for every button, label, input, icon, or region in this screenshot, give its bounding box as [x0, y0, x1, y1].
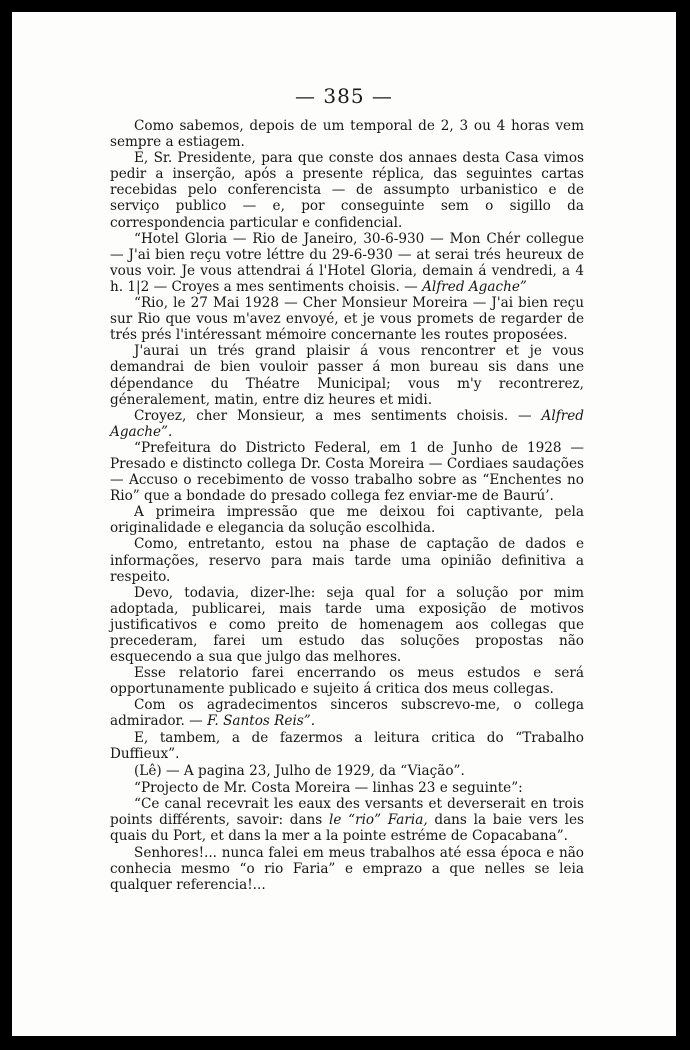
paragraph	[110, 697, 584, 729]
page-number: — 385 —	[295, 84, 393, 108]
paragraph: Como, entretanto, estou na phase de captação de dados e informações, reservo para mais tarde uma opinião definitiva a respeito.	[110, 536, 584, 585]
paragraph: “Rio, le 27 Mai 1928 — Cher Monsieur Moreira — J'ai bien reçu sur Rio que vous m'avez envoyé, et je vous promets de regarder de trés prés l'intéressant mémoire concernante les routes proposées.	[110, 295, 584, 344]
quote-text: “Ce canal recevrait les eaux des versants et deverserait en trois points différents, savoir: dans	[110, 795, 584, 829]
scanned-page	[12, 12, 676, 1036]
paragraph	[110, 796, 584, 844]
paragraph: E, tambem, a de fazermos a leitura critica do “Trabalho Duffieux”.	[110, 729, 584, 762]
quote-text: dans la baie vers les quais du Port, et dans la mer a la pointe estréme de Copacabana”.	[110, 812, 584, 845]
signature-santos-reis: F. Santos Reis”.	[207, 713, 316, 730]
paragraph: Devo, todavia, dizer-lhe: seja qual for a solução por mim adoptada, publicarei, mais tarde uma exposição de motivos justificativos e como preito de homenagem aos collegas que precederam, farei um estudo das soluções propostas não esquecendo a sua que julgo das melhores.	[110, 584, 584, 666]
signature-agache: Alfred Agache”	[422, 278, 527, 295]
body-text	[110, 118, 584, 894]
paragraph: Como sabemos, depois de um temporal de 2, 3 ou 4 horas vem sempre a estiagem.	[110, 118, 584, 151]
signature-agache: Alfred Agache”.	[110, 407, 584, 440]
paragraph: Esse relatorio farei encerrando os meus estudos e será opportunamente publicado e sujeito á critica dos meus collegas.	[110, 665, 584, 698]
paragraph: E, Sr. Presidente, para que conste dos annaes desta Casa vimos pedir a inserção, após a presente réplica, das seguintes cartas recebidas pelo conferencista — de assumpto urbanistico e de serviço publico — e, por conseguinte sem o sigillo da correspondencia particular e confidencial.	[110, 150, 584, 231]
letter-hotel-gloria: “Hotel Gloria — Rio de Janeiro, 30-6-930 — Mon Chér collegue — J'ai bien reçu votre léttre du 29-6-930 — at serai trés heureux de vous voir. Je vous attendrai á l'Hotel Gloria, demain á vendredi, a 4 h. 1|2 — Croyes a mes sentiments choisis. —	[110, 230, 584, 295]
paragraph	[110, 408, 584, 440]
paragraph: (Lê) — A pagina 23, Julho de 1929, da “Viação”.	[134, 762, 465, 779]
paragraph: “Projecto de Mr. Costa Moreira — linhas 23 e seguinte”:	[134, 779, 523, 796]
paragraph: Senhores!... nunca falei em meus trabalhos até essa época e não conhecia mesmo “o rio Faria” e emprazo a que nelles se leia qualquer referencia!...	[110, 845, 584, 894]
paragraph	[110, 231, 584, 295]
paragraph: A primeira impressão que me deixou foi captivante, pela originalidade e elegancia da solução escolhida.	[110, 504, 584, 537]
paragraph: J'aurai un trés grand plaisir á vous rencontrer et je vous demandrai de bien vouloir passer á mon bureau sis dans une dépendance du Théatre Municipal; vous m'y recontrerez, géneralement, matin, entre diz heures et midi.	[110, 343, 584, 408]
closing-text: Com os agradecimentos sinceros subscrevo-me, o collega admirador. —	[110, 697, 584, 730]
paragraph: “Prefeitura do Districto Federal, em 1 de Junho de 1928 — Presado e distincto collega Dr. Costa Moreira — Cordiaes saudações — Accuso o recebimento de vosso trabalho sobre as “Enchentes no Rio” que a bondade do presado collega fez enviar-me de Baurú’.	[110, 439, 584, 505]
italic-phrase: le “rio” Faria,	[329, 812, 428, 829]
closing-text: Croyez, cher Monsieur, a mes sentiments choisis. —	[134, 407, 532, 424]
